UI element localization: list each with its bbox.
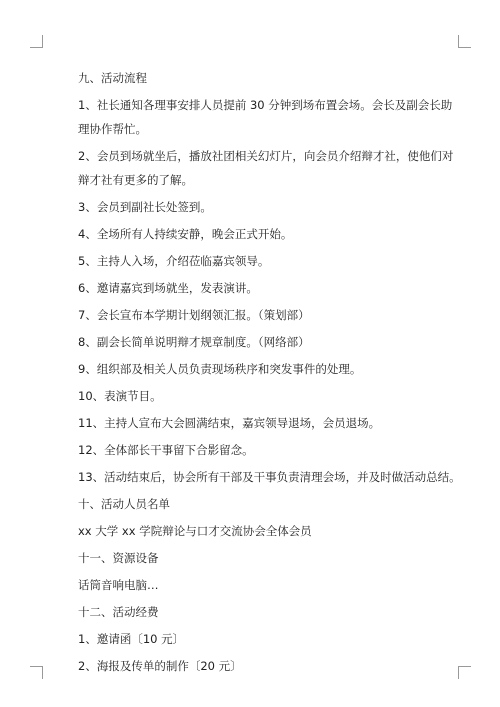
- step-10: 10、表演节目。: [78, 389, 162, 403]
- crop-mark-bottom-left: [30, 666, 43, 679]
- step-11: 11、主持人宣布大会圆满结束，嘉宾领导退场，会员退场。: [78, 416, 381, 430]
- section-10-content: xx 大学 xx 学院辩论与口才交流协会全体会员: [78, 524, 312, 538]
- step-8: 8、副会长简单说明辩才规章制度。（网络部）: [78, 335, 310, 349]
- crop-mark-top-right: [458, 35, 471, 48]
- step-4: 4、全场所有人持续安静，晚会正式开始。: [78, 227, 293, 241]
- expense-item-1: 1、邀请函〔10 元〕: [78, 632, 185, 646]
- step-3: 3、会员到副社长处签到。: [78, 200, 212, 214]
- step-1: 1、社长通知各理事安排人员提前 30 分钟到场布置会场。会长及副会长助理协作帮忙。: [78, 98, 453, 136]
- crop-mark-bottom-right: [458, 666, 471, 679]
- document-body: [54, 66, 461, 678]
- step-12: 12、全体部长干事留下合影留念。: [78, 443, 254, 457]
- crop-mark-top-left: [30, 35, 43, 48]
- expense-item-2: 2、海报及传单的制作〔20 元〕: [78, 659, 242, 673]
- section-9-title: 九、活动流程: [78, 71, 147, 85]
- step-9: 9、组织部及相关人员负责现场秩序和突发事件的处理。: [78, 362, 362, 376]
- section-11-title: 十一、资源设备: [78, 551, 159, 565]
- step-2: 2、会员到场就坐后，播放社团相关幻灯片，向会员介绍辩才社，使他们对辩才社有更多的了解。: [78, 149, 454, 187]
- step-13: 13、活动结束后，协会所有干部及干事负责清理会场，并及时做活动总结。: [78, 470, 461, 484]
- step-7: 7、会长宣布本学期计划纲领汇报。（策划部）: [78, 308, 310, 322]
- section-10-title: 十、活动人员名单: [78, 497, 170, 511]
- section-11-content: 话筒音响电脑…: [78, 578, 159, 592]
- section-12-title: 十二、活动经费: [78, 605, 159, 619]
- step-5: 5、主持人入场，介绍莅临嘉宾领导。: [78, 254, 270, 268]
- step-6: 6、邀请嘉宾到场就坐，发表演讲。: [78, 281, 258, 295]
